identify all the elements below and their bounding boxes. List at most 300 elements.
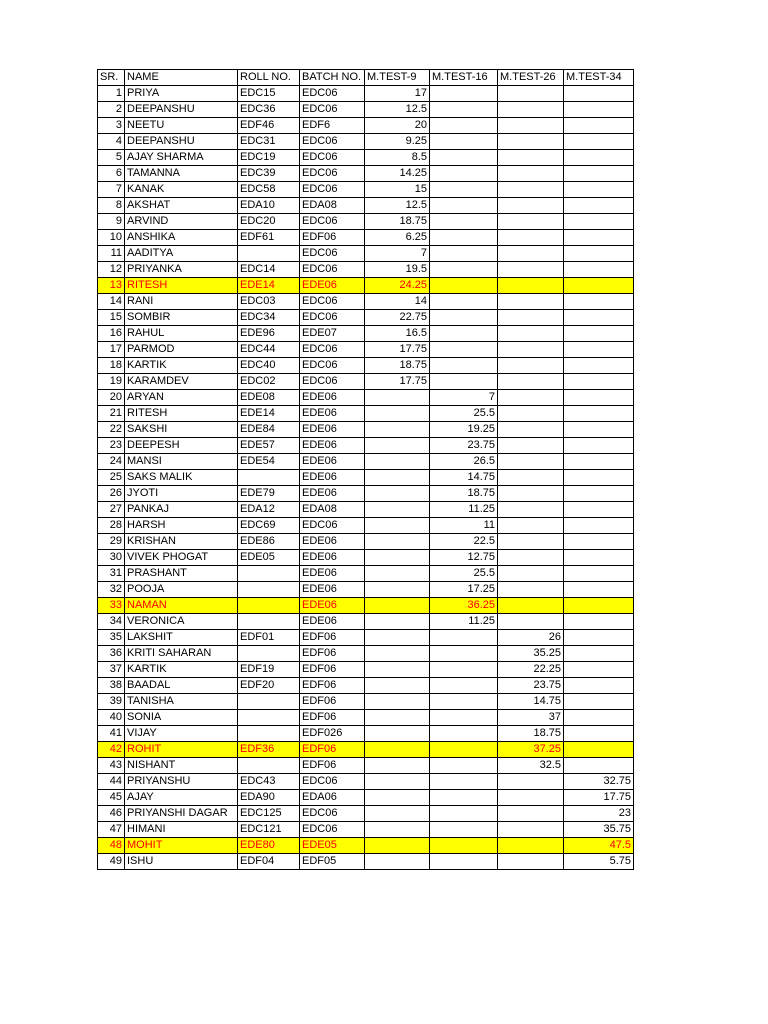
- header-mtest-26: M.TEST-26: [498, 70, 564, 86]
- cell-roll-no: [238, 646, 300, 662]
- cell-mtest-34: [564, 134, 634, 150]
- table-row: [98, 182, 634, 198]
- cell-mtest-9: 9.25: [365, 134, 430, 150]
- cell-name: NISHANT: [125, 758, 238, 774]
- cell-mtest-26: [498, 310, 564, 326]
- cell-mtest-34: [564, 678, 634, 694]
- cell-mtest-16: [430, 150, 498, 166]
- cell-mtest-16: 17.25: [430, 582, 498, 598]
- cell-sr: 30: [98, 550, 125, 566]
- cell-roll-no: EDC58: [238, 182, 300, 198]
- cell-mtest-16: [430, 646, 498, 662]
- cell-name: ARYAN: [125, 390, 238, 406]
- cell-mtest-16: [430, 358, 498, 374]
- cell-batch-no: EDC06: [300, 358, 365, 374]
- table-row-highlighted: [98, 278, 634, 294]
- cell-batch-no: EDE06: [300, 454, 365, 470]
- cell-sr: 17: [98, 342, 125, 358]
- cell-batch-no: EDF6: [300, 118, 365, 134]
- cell-mtest-34: [564, 742, 634, 758]
- cell-name: HARSH: [125, 518, 238, 534]
- cell-mtest-34: 5.75: [564, 854, 634, 870]
- table-row-highlighted: [98, 742, 634, 758]
- cell-mtest-9: [365, 534, 430, 550]
- header-row: [98, 70, 634, 86]
- table-row: [98, 854, 634, 870]
- cell-mtest-16: [430, 710, 498, 726]
- cell-mtest-34: [564, 326, 634, 342]
- cell-mtest-9: [365, 422, 430, 438]
- cell-mtest-16: 11.25: [430, 614, 498, 630]
- cell-roll-no: EDC125: [238, 806, 300, 822]
- cell-name: SOMBIR: [125, 310, 238, 326]
- header-mtest-34: M.TEST-34: [564, 70, 634, 86]
- cell-batch-no: EDF06: [300, 710, 365, 726]
- header-mtest-16: M.TEST-16: [430, 70, 498, 86]
- cell-sr: 10: [98, 230, 125, 246]
- table-row: [98, 422, 634, 438]
- cell-sr: 13: [98, 278, 125, 294]
- cell-mtest-26: [498, 214, 564, 230]
- cell-roll-no: EDE14: [238, 406, 300, 422]
- cell-mtest-34: [564, 710, 634, 726]
- table-row: [98, 406, 634, 422]
- cell-name: ISHU: [125, 854, 238, 870]
- cell-mtest-9: [365, 678, 430, 694]
- cell-roll-no: EDC40: [238, 358, 300, 374]
- cell-batch-no: EDE06: [300, 614, 365, 630]
- cell-sr: 1: [98, 86, 125, 102]
- cell-sr: 38: [98, 678, 125, 694]
- cell-mtest-26: [498, 326, 564, 342]
- table-row: [98, 118, 634, 134]
- cell-roll-no: EDF46: [238, 118, 300, 134]
- cell-sr: 5: [98, 150, 125, 166]
- cell-mtest-26: [498, 534, 564, 550]
- cell-mtest-34: 47.5: [564, 838, 634, 854]
- cell-mtest-9: [365, 550, 430, 566]
- cell-name: LAKSHIT: [125, 630, 238, 646]
- cell-sr: 8: [98, 198, 125, 214]
- cell-sr: 46: [98, 806, 125, 822]
- cell-sr: 44: [98, 774, 125, 790]
- cell-mtest-26: 14.75: [498, 694, 564, 710]
- cell-roll-no: EDE96: [238, 326, 300, 342]
- cell-mtest-26: [498, 102, 564, 118]
- cell-mtest-34: [564, 550, 634, 566]
- cell-mtest-34: 35.75: [564, 822, 634, 838]
- cell-roll-no: [238, 694, 300, 710]
- cell-mtest-9: [365, 630, 430, 646]
- cell-mtest-9: [365, 742, 430, 758]
- table-row: [98, 470, 634, 486]
- table-row: [98, 438, 634, 454]
- cell-mtest-16: [430, 214, 498, 230]
- table-row: [98, 86, 634, 102]
- header-name: NAME: [125, 70, 238, 86]
- cell-roll-no: EDF36: [238, 742, 300, 758]
- cell-sr: 14: [98, 294, 125, 310]
- table-row: [98, 822, 634, 838]
- cell-name: RAHUL: [125, 326, 238, 342]
- cell-batch-no: EDC06: [300, 294, 365, 310]
- cell-mtest-26: [498, 374, 564, 390]
- cell-mtest-34: 23: [564, 806, 634, 822]
- cell-mtest-9: 12.5: [365, 102, 430, 118]
- cell-mtest-26: [498, 438, 564, 454]
- table-row: [98, 390, 634, 406]
- cell-mtest-26: 32.5: [498, 758, 564, 774]
- cell-mtest-34: [564, 646, 634, 662]
- cell-batch-no: EDC06: [300, 774, 365, 790]
- table-row: [98, 790, 634, 806]
- cell-mtest-9: 6.25: [365, 230, 430, 246]
- cell-mtest-16: [430, 182, 498, 198]
- cell-mtest-34: [564, 614, 634, 630]
- cell-mtest-9: 12.5: [365, 198, 430, 214]
- cell-mtest-26: [498, 134, 564, 150]
- cell-roll-no: EDC15: [238, 86, 300, 102]
- cell-sr: 31: [98, 566, 125, 582]
- cell-name: KARTIK: [125, 358, 238, 374]
- table-row: [98, 102, 634, 118]
- cell-mtest-9: 18.75: [365, 358, 430, 374]
- cell-mtest-34: [564, 166, 634, 182]
- cell-name: AADITYA: [125, 246, 238, 262]
- cell-name: HIMANI: [125, 822, 238, 838]
- cell-roll-no: EDA90: [238, 790, 300, 806]
- cell-mtest-16: [430, 694, 498, 710]
- cell-name: AJAY: [125, 790, 238, 806]
- table-row: [98, 310, 634, 326]
- cell-mtest-26: 22.25: [498, 662, 564, 678]
- cell-mtest-34: [564, 278, 634, 294]
- cell-mtest-34: [564, 518, 634, 534]
- cell-mtest-9: [365, 646, 430, 662]
- cell-name: AJAY SHARMA: [125, 150, 238, 166]
- table-row: [98, 374, 634, 390]
- cell-batch-no: EDC06: [300, 310, 365, 326]
- cell-mtest-9: 19.5: [365, 262, 430, 278]
- cell-mtest-16: [430, 806, 498, 822]
- cell-mtest-34: [564, 390, 634, 406]
- cell-name: JYOTI: [125, 486, 238, 502]
- cell-mtest-34: [564, 726, 634, 742]
- table-row: [98, 230, 634, 246]
- cell-name: RITESH: [125, 406, 238, 422]
- cell-sr: 42: [98, 742, 125, 758]
- cell-mtest-9: 20: [365, 118, 430, 134]
- cell-batch-no: EDE06: [300, 566, 365, 582]
- table-row-highlighted: [98, 598, 634, 614]
- cell-roll-no: EDA10: [238, 198, 300, 214]
- cell-name: SONIA: [125, 710, 238, 726]
- cell-mtest-26: [498, 550, 564, 566]
- cell-name: PRIYANSHU: [125, 774, 238, 790]
- cell-mtest-34: [564, 758, 634, 774]
- cell-mtest-34: [564, 422, 634, 438]
- cell-mtest-34: [564, 182, 634, 198]
- cell-name: POOJA: [125, 582, 238, 598]
- cell-mtest-16: [430, 278, 498, 294]
- table-row: [98, 518, 634, 534]
- cell-batch-no: EDA08: [300, 198, 365, 214]
- cell-sr: 45: [98, 790, 125, 806]
- table-body: [98, 86, 634, 870]
- cell-mtest-34: [564, 566, 634, 582]
- cell-mtest-16: [430, 246, 498, 262]
- cell-roll-no: EDE08: [238, 390, 300, 406]
- cell-mtest-9: 14.25: [365, 166, 430, 182]
- cell-roll-no: EDF04: [238, 854, 300, 870]
- cell-name: PRIYANSHI DAGAR: [125, 806, 238, 822]
- cell-mtest-26: [498, 358, 564, 374]
- cell-name: TANISHA: [125, 694, 238, 710]
- cell-mtest-26: [498, 790, 564, 806]
- cell-sr: 27: [98, 502, 125, 518]
- cell-name: PRIYANKA: [125, 262, 238, 278]
- cell-batch-no: EDC06: [300, 214, 365, 230]
- cell-mtest-26: [498, 454, 564, 470]
- cell-batch-no: EDE06: [300, 550, 365, 566]
- cell-mtest-34: [564, 86, 634, 102]
- cell-sr: 29: [98, 534, 125, 550]
- cell-mtest-16: [430, 374, 498, 390]
- cell-mtest-16: 14.75: [430, 470, 498, 486]
- cell-mtest-16: [430, 102, 498, 118]
- cell-mtest-34: [564, 230, 634, 246]
- cell-roll-no: EDC69: [238, 518, 300, 534]
- table-row: [98, 758, 634, 774]
- cell-mtest-26: [498, 166, 564, 182]
- cell-batch-no: EDC06: [300, 150, 365, 166]
- cell-sr: 9: [98, 214, 125, 230]
- cell-roll-no: EDF61: [238, 230, 300, 246]
- cell-sr: 11: [98, 246, 125, 262]
- cell-roll-no: EDE05: [238, 550, 300, 566]
- cell-roll-no: [238, 582, 300, 598]
- cell-name: KRISHAN: [125, 534, 238, 550]
- cell-name: TAMANNA: [125, 166, 238, 182]
- cell-roll-no: [238, 614, 300, 630]
- cell-sr: 48: [98, 838, 125, 854]
- table-row: [98, 454, 634, 470]
- table-row: [98, 582, 634, 598]
- cell-roll-no: EDC03: [238, 294, 300, 310]
- cell-mtest-34: [564, 262, 634, 278]
- table-row: [98, 262, 634, 278]
- table-header: [98, 70, 634, 86]
- cell-batch-no: EDC06: [300, 806, 365, 822]
- cell-batch-no: EDC06: [300, 822, 365, 838]
- cell-mtest-26: [498, 502, 564, 518]
- cell-mtest-16: [430, 838, 498, 854]
- table-row: [98, 550, 634, 566]
- cell-batch-no: EDF06: [300, 662, 365, 678]
- table-row: [98, 630, 634, 646]
- cell-mtest-16: [430, 630, 498, 646]
- cell-mtest-9: 7: [365, 246, 430, 262]
- cell-batch-no: EDF026: [300, 726, 365, 742]
- cell-mtest-34: [564, 582, 634, 598]
- cell-mtest-34: [564, 342, 634, 358]
- header-batch-no: BATCH NO.: [300, 70, 365, 86]
- cell-mtest-26: [498, 262, 564, 278]
- cell-mtest-9: 22.75: [365, 310, 430, 326]
- cell-mtest-16: 22.5: [430, 534, 498, 550]
- cell-mtest-26: [498, 246, 564, 262]
- cell-batch-no: EDC06: [300, 518, 365, 534]
- cell-name: PARMOD: [125, 342, 238, 358]
- cell-sr: 34: [98, 614, 125, 630]
- cell-sr: 4: [98, 134, 125, 150]
- cell-mtest-34: [564, 310, 634, 326]
- cell-sr: 25: [98, 470, 125, 486]
- cell-roll-no: EDC44: [238, 342, 300, 358]
- cell-mtest-9: [365, 390, 430, 406]
- cell-mtest-34: [564, 486, 634, 502]
- cell-batch-no: EDF06: [300, 742, 365, 758]
- cell-mtest-26: [498, 230, 564, 246]
- header-roll-no: ROLL NO.: [238, 70, 300, 86]
- table-row: [98, 566, 634, 582]
- cell-sr: 2: [98, 102, 125, 118]
- cell-mtest-26: 26: [498, 630, 564, 646]
- cell-mtest-16: [430, 758, 498, 774]
- cell-batch-no: EDF06: [300, 630, 365, 646]
- table-row: [98, 646, 634, 662]
- cell-mtest-34: [564, 102, 634, 118]
- cell-mtest-34: [564, 406, 634, 422]
- cell-sr: 23: [98, 438, 125, 454]
- table-row: [98, 326, 634, 342]
- cell-name: ROHIT: [125, 742, 238, 758]
- cell-sr: 19: [98, 374, 125, 390]
- cell-mtest-26: [498, 86, 564, 102]
- table-row: [98, 662, 634, 678]
- cell-mtest-9: [365, 502, 430, 518]
- cell-mtest-16: [430, 326, 498, 342]
- cell-roll-no: EDC31: [238, 134, 300, 150]
- cell-mtest-26: [498, 774, 564, 790]
- table-row: [98, 774, 634, 790]
- cell-mtest-16: [430, 310, 498, 326]
- table-row: [98, 358, 634, 374]
- header-sr: SR.: [98, 70, 125, 86]
- cell-mtest-34: [564, 662, 634, 678]
- cell-mtest-16: [430, 790, 498, 806]
- cell-sr: 22: [98, 422, 125, 438]
- cell-mtest-16: 36.25: [430, 598, 498, 614]
- cell-batch-no: EDF06: [300, 678, 365, 694]
- cell-mtest-9: [365, 662, 430, 678]
- cell-mtest-16: 7: [430, 390, 498, 406]
- cell-mtest-9: [365, 486, 430, 502]
- table-row: [98, 150, 634, 166]
- cell-mtest-16: 12.75: [430, 550, 498, 566]
- cell-roll-no: EDC34: [238, 310, 300, 326]
- cell-mtest-26: [498, 486, 564, 502]
- cell-mtest-26: [498, 182, 564, 198]
- cell-sr: 26: [98, 486, 125, 502]
- cell-roll-no: [238, 598, 300, 614]
- cell-mtest-9: [365, 758, 430, 774]
- table-row: [98, 342, 634, 358]
- cell-mtest-9: [365, 806, 430, 822]
- cell-sr: 24: [98, 454, 125, 470]
- cell-sr: 6: [98, 166, 125, 182]
- table-row: [98, 166, 634, 182]
- cell-roll-no: EDC14: [238, 262, 300, 278]
- cell-mtest-16: [430, 342, 498, 358]
- cell-mtest-34: [564, 198, 634, 214]
- cell-batch-no: EDE06: [300, 422, 365, 438]
- cell-mtest-9: [365, 790, 430, 806]
- cell-batch-no: EDF06: [300, 230, 365, 246]
- cell-name: NEETU: [125, 118, 238, 134]
- cell-roll-no: EDE84: [238, 422, 300, 438]
- cell-roll-no: EDE57: [238, 438, 300, 454]
- cell-batch-no: EDC06: [300, 134, 365, 150]
- cell-mtest-26: [498, 118, 564, 134]
- cell-batch-no: EDA06: [300, 790, 365, 806]
- cell-name: PRASHANT: [125, 566, 238, 582]
- cell-roll-no: [238, 566, 300, 582]
- cell-mtest-9: 17.75: [365, 374, 430, 390]
- cell-batch-no: EDE07: [300, 326, 365, 342]
- cell-mtest-34: [564, 118, 634, 134]
- cell-mtest-34: [564, 630, 634, 646]
- cell-roll-no: EDC19: [238, 150, 300, 166]
- cell-mtest-34: [564, 502, 634, 518]
- cell-mtest-34: [564, 454, 634, 470]
- cell-mtest-26: 37: [498, 710, 564, 726]
- cell-mtest-26: [498, 406, 564, 422]
- cell-mtest-34: [564, 534, 634, 550]
- table-row: [98, 246, 634, 262]
- cell-sr: 16: [98, 326, 125, 342]
- cell-mtest-16: [430, 742, 498, 758]
- cell-batch-no: EDE06: [300, 582, 365, 598]
- cell-roll-no: EDE79: [238, 486, 300, 502]
- table-row: [98, 198, 634, 214]
- cell-mtest-26: [498, 422, 564, 438]
- cell-mtest-16: [430, 198, 498, 214]
- cell-batch-no: EDE05: [300, 838, 365, 854]
- cell-sr: 37: [98, 662, 125, 678]
- cell-batch-no: EDC06: [300, 102, 365, 118]
- cell-mtest-9: [365, 598, 430, 614]
- cell-name: PRIYA: [125, 86, 238, 102]
- cell-sr: 21: [98, 406, 125, 422]
- table-row: [98, 534, 634, 550]
- cell-name: VERONICA: [125, 614, 238, 630]
- cell-sr: 20: [98, 390, 125, 406]
- cell-batch-no: EDE06: [300, 278, 365, 294]
- table-row: [98, 214, 634, 230]
- header-mtest-9: M.TEST-9: [365, 70, 430, 86]
- cell-mtest-16: [430, 662, 498, 678]
- cell-roll-no: [238, 470, 300, 486]
- cell-batch-no: EDC06: [300, 166, 365, 182]
- cell-batch-no: EDE06: [300, 470, 365, 486]
- cell-name: ANSHIKA: [125, 230, 238, 246]
- cell-roll-no: EDF20: [238, 678, 300, 694]
- cell-mtest-26: [498, 278, 564, 294]
- cell-mtest-26: [498, 854, 564, 870]
- cell-name: DEEPANSHU: [125, 102, 238, 118]
- cell-mtest-9: 14: [365, 294, 430, 310]
